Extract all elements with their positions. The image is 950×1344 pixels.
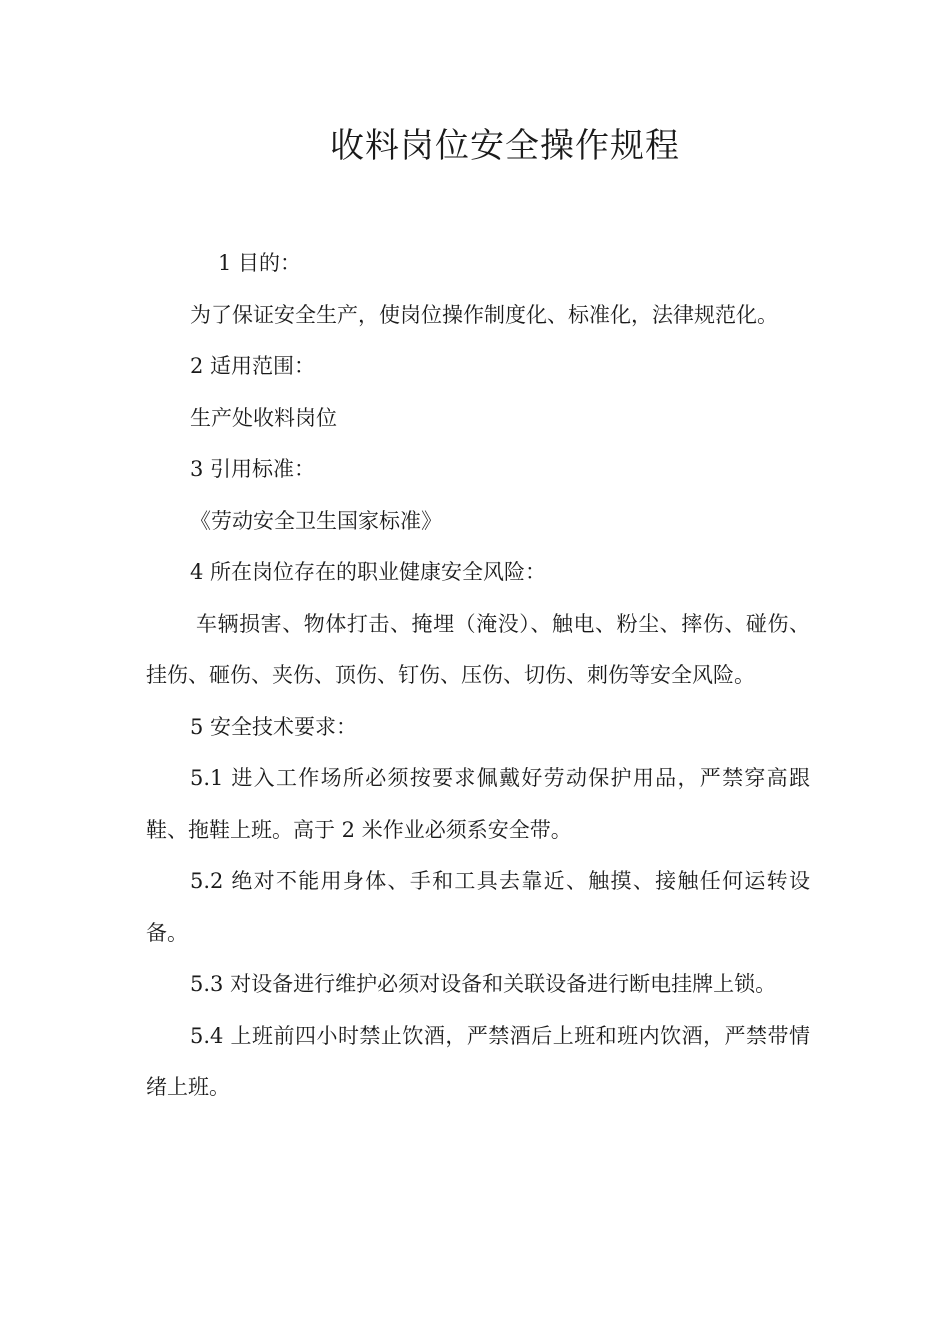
- paragraph-purpose-heading: 1 目的：: [218, 251, 302, 275]
- paragraph-risk-heading: 4 所在岗位存在的职业健康安全风险：: [190, 560, 547, 584]
- paragraph-requirement-5-3: 5.3 对设备进行维护必须对设备和关联设备进行断电挂牌上锁。: [190, 972, 777, 996]
- paragraph-risk: 车辆损害、物体打击、掩埋（淹没）、触电、粉尘、摔伤、碰伤、挂伤、砸伤、夹伤、顶伤、钉伤、压伤、切伤、刺伤等安全风险。: [146, 611, 810, 687]
- paragraph-requirement-5-2: 5.2 绝对不能用身体、手和工具去靠近、触摸、接触任何运转设备。: [146, 869, 810, 945]
- paragraph-requirement-5-4: 5.4 上班前四小时禁止饮酒，严禁酒后上班和班内饮酒，严禁带情绪上班。: [146, 1023, 810, 1099]
- document-title: 收料岗位安全操作规程: [330, 126, 680, 166]
- paragraph-requirements-heading: 5 安全技术要求：: [190, 714, 358, 739]
- paragraph-requirement-5-1: 5.1 进入工作场所必须按要求佩戴好劳动保护用品，严禁穿高跟鞋、拖鞋上班。高于 2 米作业必须系安全带。: [146, 766, 810, 842]
- paragraph-purpose: 为了保证安全生产，使岗位操作制度化、标准化，法律规范化。: [190, 302, 778, 327]
- paragraph-standard: 《劳动安全卫生国家标准》: [190, 508, 442, 533]
- paragraph-scope: 生产处收料岗位: [190, 405, 337, 430]
- paragraph-standard-heading: 3 引用标准：: [190, 457, 316, 481]
- paragraph-scope-heading: 2 适用范围：: [190, 354, 316, 378]
- document-body: [146, 238, 810, 1114]
